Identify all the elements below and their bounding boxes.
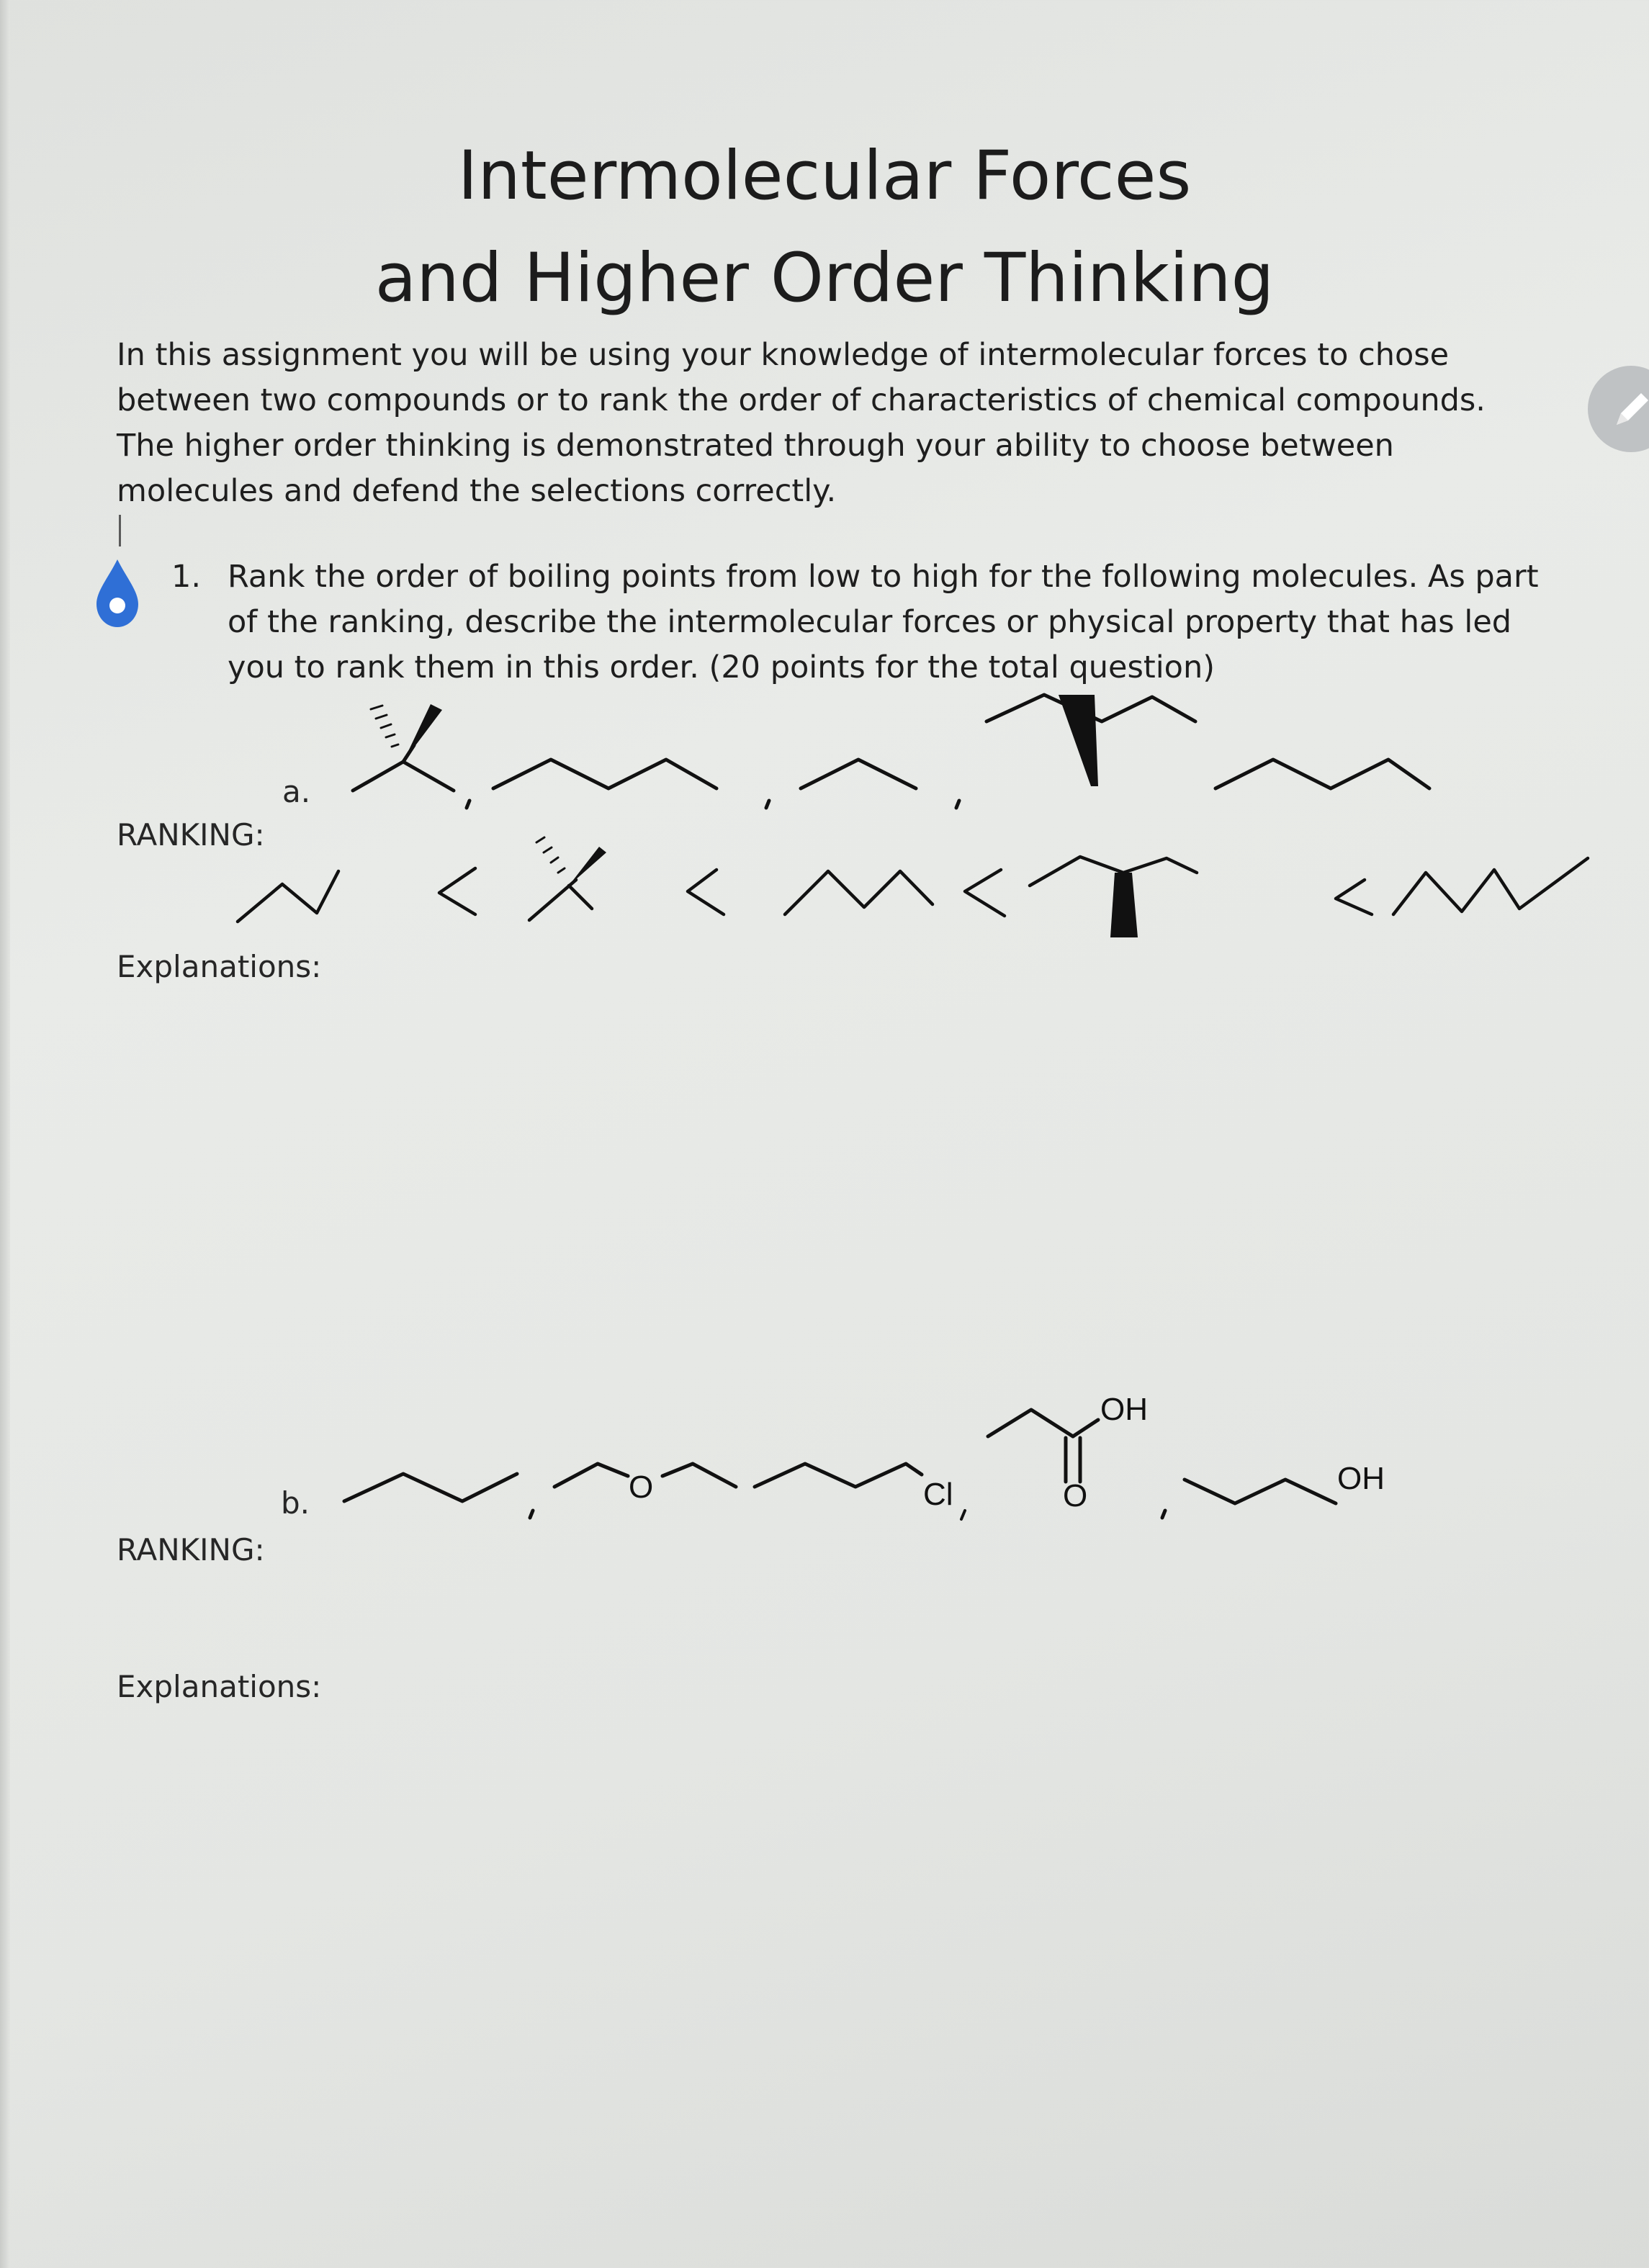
molecule-b5-butanol [1185, 1480, 1336, 1503]
question-number: 1. [171, 559, 202, 595]
comma-b4 [1162, 1511, 1165, 1518]
comma-b3 [961, 1511, 965, 1519]
ether-oxygen-label: O [629, 1470, 654, 1505]
molecule-b1-butane [344, 1474, 517, 1501]
alcohol-hydroxyl-label: OH [1337, 1461, 1385, 1496]
intro-paragraph: In this assignment you will be using your knowledge of intermolecular forces to chose between two compounds or to rank the order of characteristics of chemical compounds. The higher order thinking is demonstrated through your ability to choose between molecules and defend the selections correctly. [117, 337, 1486, 509]
molecule-a1-neopentane [353, 704, 454, 791]
part-b-ranking-label: RANKING: [117, 1532, 265, 1567]
handwritten-ranking [238, 837, 1588, 937]
part-b-explanations-label: Explanations: [117, 1669, 322, 1704]
part-b-letter: b. [281, 1485, 310, 1521]
molecule-b4-propanoic-acid [988, 1410, 1098, 1482]
part-a-explanations-label: Explanations: [117, 949, 322, 984]
chloride-label: Cl [923, 1477, 953, 1512]
carbonyl-oxygen-label: O [1063, 1478, 1088, 1513]
question-text: Rank the order of boiling points from low to high for the following molecules. As part of the ranking, describe the intermolecular forces or physical property that has led you to rank them in this order. (20 points for the total question) [228, 559, 1539, 685]
comma-3 [956, 801, 959, 808]
comma-1 [467, 801, 469, 808]
acid-hydroxyl-label: OH [1100, 1392, 1148, 1427]
comma-b1 [530, 1511, 533, 1518]
part-a-letter: a. [282, 774, 311, 809]
molecule-a3-butane [801, 760, 916, 788]
molecule-a5-pentane [1216, 760, 1429, 788]
molecule-a2-hexane [493, 760, 716, 788]
document-title-line2: and Higher Order Thinking [374, 239, 1275, 318]
molecule-a4-isopentane [987, 695, 1195, 786]
part-a-ranking-label: RANKING: [117, 817, 265, 852]
comma-2 [766, 801, 769, 808]
molecule-b3-chlorobutane [755, 1464, 922, 1487]
document-title-line1: Intermolecular Forces [457, 137, 1192, 215]
